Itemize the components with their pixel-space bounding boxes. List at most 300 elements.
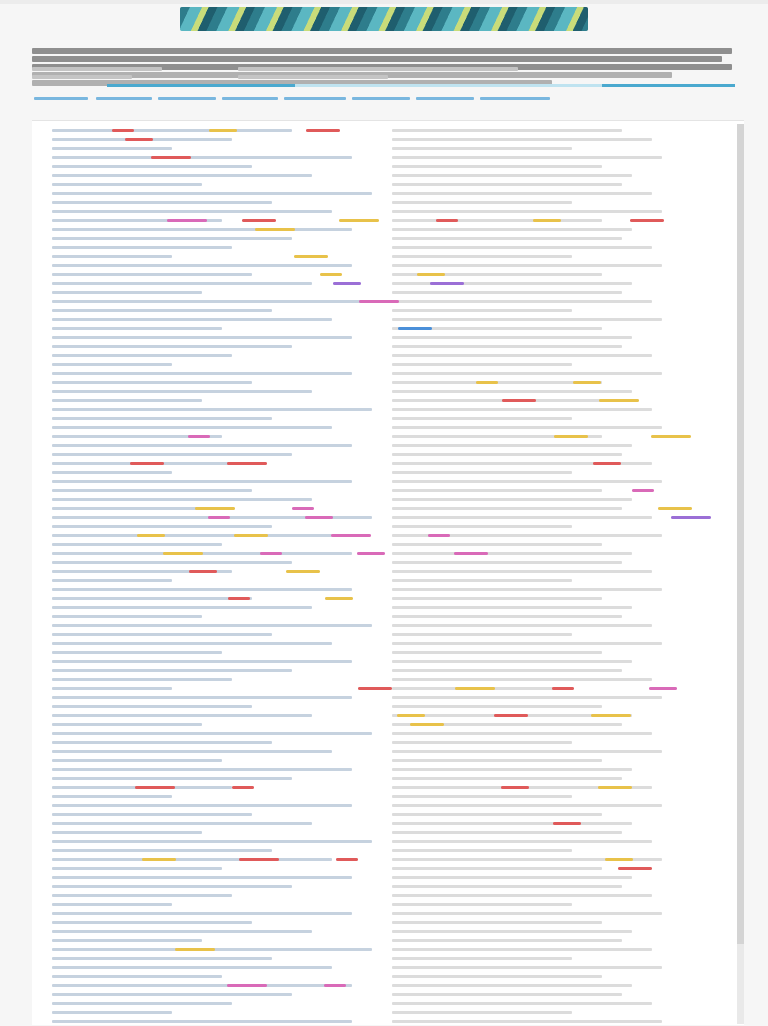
list-item[interactable] bbox=[52, 711, 712, 720]
list-item[interactable] bbox=[52, 333, 712, 342]
list-item-detail bbox=[392, 795, 572, 798]
list-item[interactable] bbox=[52, 783, 712, 792]
list-item[interactable] bbox=[52, 126, 712, 135]
highlight-purple bbox=[430, 282, 464, 285]
list-item-detail bbox=[392, 759, 602, 762]
list-item[interactable] bbox=[52, 243, 712, 252]
list-item-detail bbox=[392, 768, 632, 771]
list-item-rule bbox=[52, 633, 272, 636]
list-item[interactable] bbox=[52, 603, 712, 612]
nav-link[interactable] bbox=[416, 97, 474, 100]
list-item-detail bbox=[392, 354, 652, 357]
tab-1[interactable] bbox=[107, 84, 295, 87]
list-item-detail bbox=[392, 660, 632, 663]
list-item[interactable] bbox=[52, 459, 712, 468]
meta-line bbox=[238, 75, 388, 79]
list-item-detail bbox=[392, 840, 652, 843]
list-item-rule bbox=[52, 129, 292, 132]
list-item-rule bbox=[52, 732, 372, 735]
list-item-detail bbox=[392, 903, 572, 906]
nav-link[interactable] bbox=[480, 97, 550, 100]
list-item[interactable] bbox=[52, 873, 712, 882]
list-item[interactable] bbox=[52, 234, 712, 243]
list-item-detail bbox=[392, 228, 632, 231]
highlight-red bbox=[135, 786, 175, 789]
highlight-yellow bbox=[533, 219, 561, 222]
highlight-pink bbox=[632, 489, 654, 492]
highlight-red bbox=[618, 867, 652, 870]
list-item[interactable] bbox=[52, 810, 712, 819]
list-item-rule bbox=[52, 597, 252, 600]
list-item[interactable] bbox=[52, 990, 712, 999]
highlight-purple bbox=[671, 516, 711, 519]
nav-link[interactable] bbox=[284, 97, 346, 100]
list-item-detail bbox=[392, 642, 662, 645]
list-item[interactable] bbox=[52, 441, 712, 450]
highlight-pink bbox=[188, 435, 210, 438]
highlight-red bbox=[552, 687, 574, 690]
list-item-rule bbox=[52, 867, 222, 870]
highlight-pink bbox=[428, 534, 450, 537]
list-item[interactable] bbox=[52, 954, 712, 963]
list-item[interactable] bbox=[52, 513, 712, 522]
list-item-detail bbox=[392, 939, 622, 942]
list-item[interactable] bbox=[52, 576, 712, 585]
list-item-detail bbox=[392, 804, 662, 807]
list-item-rule bbox=[52, 453, 292, 456]
list-item[interactable] bbox=[52, 738, 712, 747]
tab-label[interactable] bbox=[430, 88, 650, 93]
highlight-yellow bbox=[651, 435, 691, 438]
list-item-rule bbox=[52, 543, 222, 546]
nav-link[interactable] bbox=[158, 97, 216, 100]
list-item-rule bbox=[52, 480, 352, 483]
list-item[interactable] bbox=[52, 198, 712, 207]
summary-line bbox=[32, 48, 732, 54]
list-item[interactable] bbox=[52, 189, 712, 198]
list-item[interactable] bbox=[52, 225, 712, 234]
nav-link[interactable] bbox=[222, 97, 278, 100]
list-item-detail bbox=[392, 543, 602, 546]
subnav-label[interactable] bbox=[352, 107, 432, 111]
highlight-yellow bbox=[163, 552, 203, 555]
list-item-detail bbox=[392, 948, 652, 951]
list-item[interactable] bbox=[52, 495, 712, 504]
list-item-detail bbox=[392, 930, 632, 933]
list-item[interactable] bbox=[52, 252, 712, 261]
list-item-rule bbox=[52, 894, 232, 897]
list-item-detail bbox=[392, 246, 652, 249]
list-item[interactable] bbox=[52, 630, 712, 639]
list-item[interactable] bbox=[52, 405, 712, 414]
highlight-pink bbox=[292, 507, 314, 510]
list-item-rule bbox=[52, 165, 252, 168]
list-item-detail bbox=[392, 1011, 572, 1014]
list-item-detail bbox=[392, 696, 662, 699]
list-item-detail bbox=[392, 570, 652, 573]
list-item-rule bbox=[52, 156, 352, 159]
list-item-rule bbox=[52, 939, 202, 942]
list-item-rule bbox=[52, 273, 252, 276]
highlight-pink bbox=[305, 516, 333, 519]
list-item-detail bbox=[392, 174, 632, 177]
tab-2[interactable] bbox=[602, 84, 735, 87]
list-item-detail bbox=[392, 444, 632, 447]
list-item[interactable] bbox=[52, 774, 712, 783]
list-item[interactable] bbox=[52, 414, 712, 423]
meta-left bbox=[32, 67, 232, 83]
list-item-rule bbox=[52, 642, 332, 645]
list-item-rule bbox=[52, 930, 312, 933]
list-item-detail bbox=[392, 669, 622, 672]
list-item-rule bbox=[52, 372, 352, 375]
list-item-detail bbox=[392, 480, 662, 483]
list-item[interactable] bbox=[52, 144, 712, 153]
list-item[interactable] bbox=[52, 531, 712, 540]
list-item-detail bbox=[392, 885, 622, 888]
list-item-rule bbox=[52, 147, 172, 150]
list-item-rule bbox=[52, 858, 332, 861]
list-item-rule bbox=[52, 975, 222, 978]
highlight-red bbox=[125, 138, 153, 141]
list-item[interactable] bbox=[52, 540, 712, 549]
list-item[interactable] bbox=[52, 270, 712, 279]
list-item[interactable] bbox=[52, 306, 712, 315]
highlight-yellow bbox=[455, 687, 495, 690]
top-bar bbox=[0, 0, 768, 4]
list-item[interactable] bbox=[52, 1017, 712, 1026]
list-item[interactable] bbox=[52, 891, 712, 900]
list-item-rule bbox=[52, 282, 312, 285]
list-item-detail bbox=[392, 750, 662, 753]
highlight-pink bbox=[324, 984, 346, 987]
list-item[interactable] bbox=[52, 702, 712, 711]
list-item-detail bbox=[392, 525, 572, 528]
list-item-detail bbox=[392, 129, 622, 132]
highlight-yellow bbox=[599, 399, 639, 402]
highlight-yellow bbox=[410, 723, 444, 726]
list-item[interactable] bbox=[52, 936, 712, 945]
list-item-rule bbox=[52, 678, 232, 681]
list-item-detail bbox=[392, 471, 572, 474]
highlight-yellow bbox=[476, 381, 498, 384]
list-item[interactable] bbox=[52, 279, 712, 288]
list-item-rule bbox=[52, 345, 292, 348]
list-item[interactable] bbox=[52, 882, 712, 891]
list-item[interactable] bbox=[52, 756, 712, 765]
list-item[interactable] bbox=[52, 522, 712, 531]
list-item[interactable] bbox=[52, 837, 712, 846]
list-item-rule bbox=[52, 444, 352, 447]
list-item-rule bbox=[52, 318, 332, 321]
list-item-rule bbox=[52, 912, 352, 915]
list-item-rule bbox=[52, 804, 352, 807]
list-item[interactable] bbox=[52, 153, 712, 162]
list-item[interactable] bbox=[52, 945, 712, 954]
list-item[interactable] bbox=[52, 324, 712, 333]
list-item[interactable] bbox=[52, 594, 712, 603]
highlight-yellow bbox=[137, 534, 165, 537]
highlight-yellow bbox=[339, 219, 379, 222]
list-item[interactable] bbox=[52, 504, 712, 513]
list-item-detail bbox=[392, 678, 652, 681]
list-item-rule bbox=[52, 921, 252, 924]
list-item[interactable] bbox=[52, 918, 712, 927]
list-item[interactable] bbox=[52, 549, 712, 558]
list-item-rule bbox=[52, 264, 352, 267]
list-item[interactable] bbox=[52, 684, 712, 693]
list-item[interactable] bbox=[52, 675, 712, 684]
list-item-detail bbox=[392, 147, 572, 150]
list-item[interactable] bbox=[52, 999, 712, 1008]
list-item-detail bbox=[392, 219, 602, 222]
list-item-detail bbox=[392, 264, 662, 267]
list-item-detail bbox=[392, 192, 652, 195]
list-item-detail bbox=[392, 822, 632, 825]
list-item[interactable] bbox=[52, 351, 712, 360]
list-item[interactable] bbox=[52, 378, 712, 387]
list-item-rule bbox=[52, 201, 272, 204]
list-item-rule bbox=[52, 957, 272, 960]
list-item-rule bbox=[52, 408, 372, 411]
list-item[interactable] bbox=[52, 216, 712, 225]
list-item-detail bbox=[392, 201, 572, 204]
list-item[interactable] bbox=[52, 846, 712, 855]
list-item[interactable] bbox=[52, 315, 712, 324]
highlight-red bbox=[151, 156, 191, 159]
list-item-rule bbox=[52, 723, 202, 726]
list-item[interactable] bbox=[52, 261, 712, 270]
list-item-detail bbox=[392, 426, 662, 429]
list-item-rule bbox=[52, 714, 312, 717]
list-item[interactable] bbox=[52, 963, 712, 972]
list-item-detail bbox=[392, 417, 572, 420]
list-item-rule bbox=[52, 651, 222, 654]
highlight-pink bbox=[454, 552, 488, 555]
list-item[interactable] bbox=[52, 180, 712, 189]
highlight-yellow bbox=[605, 858, 633, 861]
list-item-detail bbox=[392, 372, 662, 375]
list-item-detail bbox=[392, 336, 632, 339]
highlight-pink bbox=[260, 552, 282, 555]
list-item-detail bbox=[392, 588, 662, 591]
list-item-rule bbox=[52, 624, 372, 627]
list-item-rule bbox=[52, 849, 272, 852]
list-item-rule bbox=[52, 822, 312, 825]
list-item-rule bbox=[52, 831, 202, 834]
highlight-red bbox=[227, 462, 267, 465]
scrollbar-thumb[interactable] bbox=[737, 124, 744, 944]
list-item[interactable] bbox=[52, 900, 712, 909]
nav-link[interactable] bbox=[352, 97, 410, 100]
list-item-rule bbox=[52, 588, 352, 591]
list-item-rule bbox=[52, 363, 172, 366]
highlight-pink bbox=[357, 552, 385, 555]
list-item[interactable] bbox=[52, 792, 712, 801]
list-item-detail bbox=[392, 408, 652, 411]
list-item[interactable] bbox=[52, 666, 712, 675]
list-item-detail bbox=[392, 255, 572, 258]
list-item[interactable] bbox=[52, 162, 712, 171]
list-item[interactable] bbox=[52, 432, 712, 441]
highlight-yellow bbox=[554, 435, 588, 438]
list-item-detail bbox=[392, 597, 602, 600]
highlight-pink bbox=[167, 219, 207, 222]
list-item[interactable] bbox=[52, 972, 712, 981]
list-item-detail bbox=[392, 867, 602, 870]
list-item[interactable] bbox=[52, 171, 712, 180]
highlight-red bbox=[239, 858, 279, 861]
highlight-yellow bbox=[320, 273, 342, 276]
highlight-red bbox=[501, 786, 529, 789]
list-item-detail bbox=[392, 579, 572, 582]
summary-line bbox=[32, 56, 722, 62]
list-item-rule bbox=[52, 1002, 232, 1005]
highlight-yellow bbox=[209, 129, 237, 132]
list-item-rule bbox=[52, 525, 272, 528]
list-item[interactable] bbox=[52, 477, 712, 486]
highlight-red bbox=[494, 714, 528, 717]
highlight-red bbox=[232, 786, 254, 789]
list-item[interactable] bbox=[52, 693, 712, 702]
banner-image bbox=[180, 7, 588, 31]
list-item[interactable] bbox=[52, 765, 712, 774]
highlight-purple bbox=[333, 282, 361, 285]
list-item-rule bbox=[52, 777, 292, 780]
highlight-yellow bbox=[658, 507, 692, 510]
list-item-detail bbox=[392, 921, 602, 924]
list-item[interactable] bbox=[52, 297, 712, 306]
list-item-detail bbox=[392, 165, 602, 168]
list-item[interactable] bbox=[52, 486, 712, 495]
highlight-red bbox=[593, 462, 621, 465]
list-item[interactable] bbox=[52, 558, 712, 567]
list-item-detail bbox=[392, 615, 622, 618]
list-item[interactable] bbox=[52, 657, 712, 666]
list-item[interactable] bbox=[52, 981, 712, 990]
list-item-rule bbox=[52, 399, 202, 402]
highlight-red bbox=[553, 822, 581, 825]
list-item[interactable] bbox=[52, 612, 712, 621]
list-item-detail bbox=[392, 561, 622, 564]
highlight-red bbox=[630, 219, 664, 222]
list-item-detail bbox=[392, 849, 572, 852]
highlight-yellow bbox=[255, 228, 295, 231]
list-item-detail bbox=[392, 183, 622, 186]
list-item[interactable] bbox=[52, 621, 712, 630]
list-item-rule bbox=[52, 246, 232, 249]
highlight-red bbox=[189, 570, 217, 573]
list-item-rule bbox=[52, 606, 312, 609]
list-item-detail bbox=[392, 282, 632, 285]
meta-line bbox=[32, 67, 162, 71]
list-item-rule bbox=[52, 228, 352, 231]
nav-link[interactable] bbox=[96, 97, 152, 100]
list-item[interactable] bbox=[52, 288, 712, 297]
list-item[interactable] bbox=[52, 801, 712, 810]
list-item-rule bbox=[52, 759, 222, 762]
list-item-detail bbox=[392, 1020, 662, 1023]
list-item-rule bbox=[52, 687, 172, 690]
list-item[interactable] bbox=[52, 720, 712, 729]
list-item-detail bbox=[392, 633, 572, 636]
list-item[interactable] bbox=[52, 585, 712, 594]
list-item[interactable] bbox=[52, 450, 712, 459]
list-item[interactable] bbox=[52, 369, 712, 378]
list-item[interactable] bbox=[52, 423, 712, 432]
list-item[interactable] bbox=[52, 342, 712, 351]
highlight-pink bbox=[359, 300, 399, 303]
list-item[interactable] bbox=[52, 360, 712, 369]
list-item[interactable] bbox=[52, 207, 712, 216]
highlight-yellow bbox=[286, 570, 320, 573]
list-item-rule bbox=[52, 336, 352, 339]
list-item-rule bbox=[52, 669, 292, 672]
list-item-rule bbox=[52, 498, 312, 501]
list-item-rule bbox=[52, 417, 272, 420]
list-item[interactable] bbox=[52, 648, 712, 657]
list-item-detail bbox=[392, 552, 632, 555]
highlight-pink bbox=[331, 534, 371, 537]
list-item-rule bbox=[52, 237, 292, 240]
highlight-yellow bbox=[195, 507, 235, 510]
list-item-rule bbox=[52, 300, 372, 303]
list-item[interactable] bbox=[52, 747, 712, 756]
list-item-detail bbox=[392, 831, 622, 834]
list-item[interactable] bbox=[52, 864, 712, 873]
list-item-rule bbox=[52, 984, 352, 987]
list-item-detail bbox=[392, 237, 622, 240]
highlight-yellow bbox=[325, 597, 353, 600]
list-item-detail bbox=[392, 156, 662, 159]
list-item[interactable] bbox=[52, 729, 712, 738]
list-item-detail bbox=[392, 741, 572, 744]
list-item[interactable] bbox=[52, 639, 712, 648]
highlight-blue bbox=[398, 327, 432, 330]
list-item[interactable] bbox=[52, 828, 712, 837]
list-item-rule bbox=[52, 192, 372, 195]
list-item[interactable] bbox=[52, 819, 712, 828]
list-item-detail bbox=[392, 390, 632, 393]
list-item-rule bbox=[52, 741, 272, 744]
list-item[interactable] bbox=[52, 855, 712, 864]
list-item-rule bbox=[52, 471, 172, 474]
highlight-yellow bbox=[234, 534, 268, 537]
list-item[interactable] bbox=[52, 387, 712, 396]
list-item-detail bbox=[392, 489, 602, 492]
highlight-yellow bbox=[591, 714, 631, 717]
list-item-detail bbox=[392, 291, 622, 294]
list-item-rule bbox=[52, 183, 202, 186]
list-item-rule bbox=[52, 1011, 172, 1014]
highlight-yellow bbox=[397, 714, 425, 717]
list-item-detail bbox=[392, 957, 572, 960]
nav-links bbox=[34, 97, 594, 101]
list-item[interactable] bbox=[52, 135, 712, 144]
list-item[interactable] bbox=[52, 396, 712, 405]
list-item[interactable] bbox=[52, 567, 712, 576]
list-item-rule bbox=[52, 750, 332, 753]
highlight-yellow bbox=[598, 786, 632, 789]
list-item[interactable] bbox=[52, 909, 712, 918]
list-item-rule bbox=[52, 795, 172, 798]
list-item[interactable] bbox=[52, 927, 712, 936]
list-item[interactable] bbox=[52, 468, 712, 477]
list-item[interactable] bbox=[52, 1008, 712, 1017]
meta-line bbox=[32, 75, 132, 79]
nav-link[interactable] bbox=[34, 97, 88, 100]
list-item-rule bbox=[52, 768, 352, 771]
